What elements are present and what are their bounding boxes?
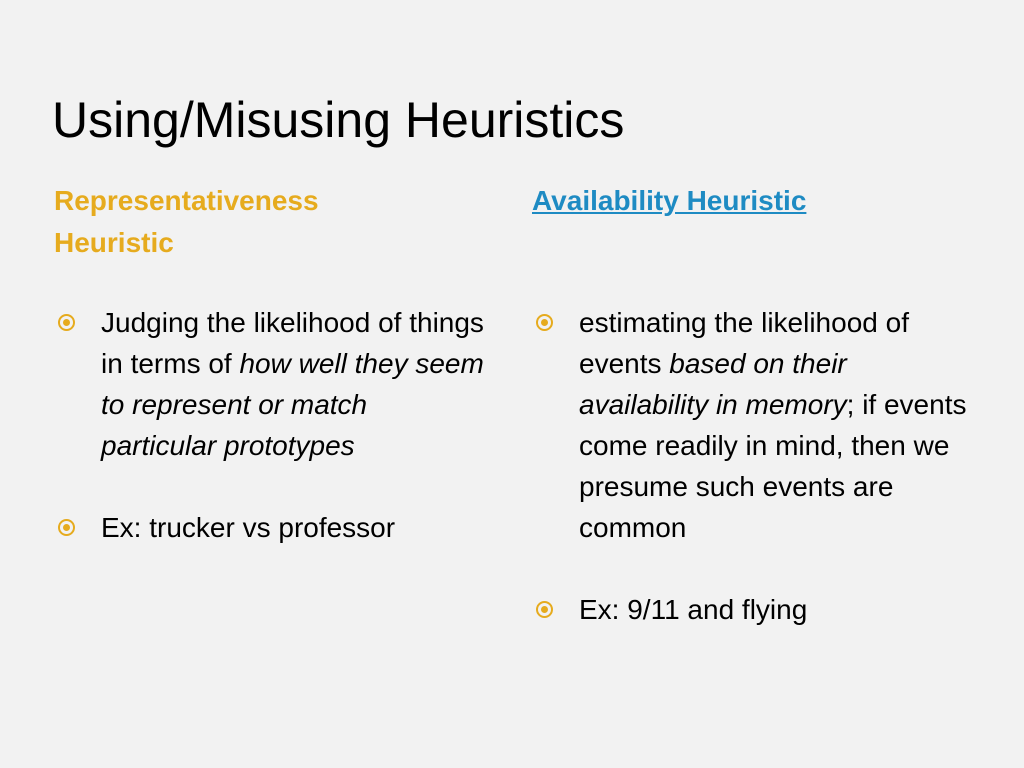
right-bullet2-text: Ex: 9/11 and flying [579, 594, 808, 625]
representativeness-heading-line2: Heuristic [54, 227, 174, 258]
left-bullet1-emphasis: how well they seem to represent or match particular prototypes [101, 348, 484, 461]
availability-heading-link[interactable]: Availability Heuristic [532, 185, 807, 216]
left-bullet1-lead: Judging the likelihood of things in terms of [101, 307, 484, 379]
circle-dot-bullet-icon [536, 314, 553, 331]
list-item [532, 589, 977, 630]
list-item [532, 302, 977, 548]
circle-dot-bullet-icon [58, 519, 75, 536]
slide-title: Using/Misusing Heuristics [52, 91, 625, 148]
list-item [54, 302, 484, 466]
left-column [54, 180, 484, 548]
right-column [532, 180, 977, 630]
left-bullet-list [54, 302, 484, 548]
right-bullet1-lead: estimating the likelihood of events [579, 307, 909, 379]
circle-dot-bullet-icon [536, 601, 553, 618]
right-bullet1-emphasis: based on their availability in memory [579, 348, 847, 420]
representativeness-heading [54, 180, 484, 264]
right-bullet1-tail: ; if events come readily in mind, then we presume such events are common [579, 389, 967, 543]
representativeness-heading-line1: Representativeness [54, 185, 319, 216]
right-heading-block [532, 180, 977, 302]
right-bullet-list [532, 302, 977, 630]
circle-dot-bullet-icon [58, 314, 75, 331]
list-item [54, 507, 484, 548]
left-heading-block [54, 180, 484, 302]
left-bullet2-text: Ex: trucker vs professor [101, 512, 396, 543]
